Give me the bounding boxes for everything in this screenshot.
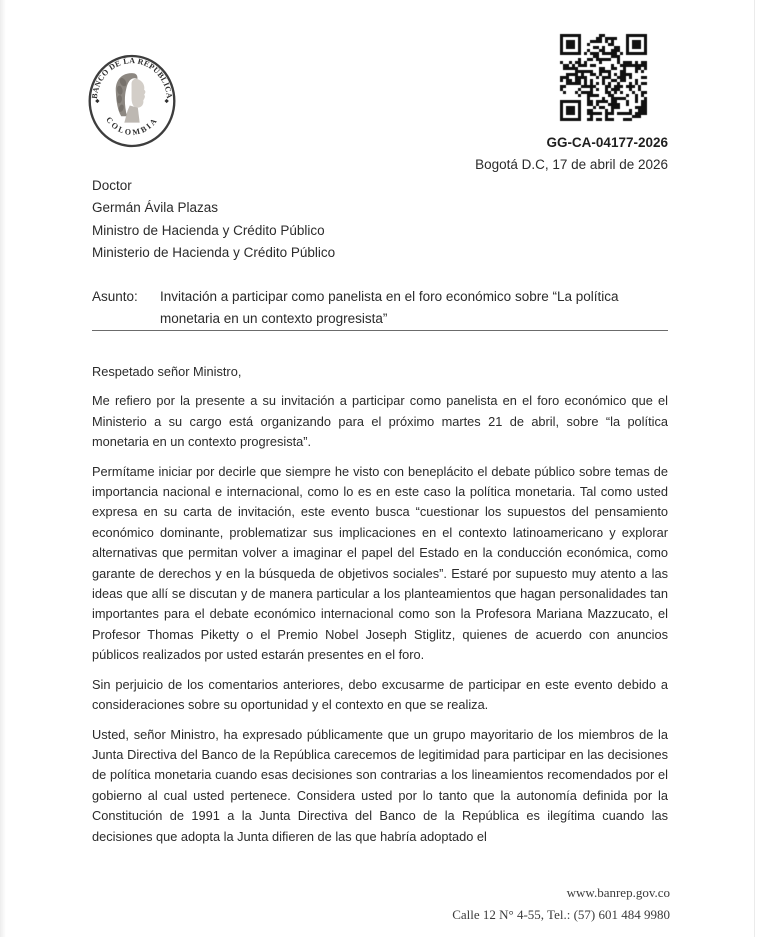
subject-divider	[92, 330, 668, 331]
subject-row	[92, 286, 665, 330]
recipient-entity: Ministerio de Hacienda y Crédito Público	[92, 244, 336, 260]
page-right-edge	[754, 0, 755, 937]
page-left-edge	[0, 0, 6, 937]
salutation: Respetado señor Ministro,	[92, 364, 242, 379]
qr-code	[554, 28, 653, 127]
reference-block	[475, 132, 668, 176]
footer-website: www.banrep.gov.co	[566, 885, 670, 900]
banco-republica-seal-icon	[87, 53, 177, 149]
body-paragraph: Me refiero por la presente a su invitación a participar como panelista en el foro económico que el Ministerio a su cargo está organizando para el próximo martes 21 de abril, sobre “la política monetaria en un contexto progresista”.	[92, 393, 668, 450]
reference-number: GG-CA-04177-2026	[546, 135, 668, 150]
date-line: Bogotá D.C, 17 de abril de 2026	[475, 157, 668, 172]
recipient-name: Germán Ávila Plazas	[92, 200, 219, 216]
body-paragraph: Permítame iniciar por decirle que siempre he visto con beneplácito el debate público sobre temas de importancia nacional e internacional, como lo es en este caso la política monetaria. Tal como usted expresa en su carta de invitación, este evento busca “cuestionar los supuestos del pensamiento económico dominante, problematizar sus implicaciones en el contexto latinoamericano y explorar alternativas que permitan volver a imaginar el papel del Estado en la conducción económica, como garante de derechos y en la búsqueda de objetivos sociales”. Estaré por supuesto muy atento a las ideas que allí se discutan y de manera particular a los planteamientos que hagan personalidades tan importantes para el debate económico internacional como son la Profesora Mariana Mazzucato, el Profesor Thomas Piketty o el Premio Nobel Joseph Stiglitz, quienes de acuerdo con anuncios públicos realizados por usted estarán presentes en el foro.	[92, 463, 668, 663]
seal-top-arc-text: BANCO DE LA REPÚBLICA	[89, 56, 175, 100]
body-paragraph: Sin perjuicio de los comentarios anteriores, debo excusarme de participar en este evento debido a consideraciones sobre su oportunidad y el contexto en que se realiza.	[92, 676, 668, 713]
recipient-title: Doctor	[92, 178, 132, 193]
letter-body	[92, 362, 668, 872]
recipient-block	[92, 175, 335, 264]
recipient-position: Ministro de Hacienda y Crédito Público	[92, 222, 325, 238]
subject-text: Invitación a participar como panelista en el foro económico sobre “La política monetaria en un contexto progresista”	[160, 289, 619, 326]
page-footer	[452, 882, 670, 926]
body-paragraph: Usted, señor Ministro, ha expresado públicamente que un grupo mayoritario de los miembros de la Junta Directiva del Banco de la República carecemos de legitimidad para participar en las decisiones de política monetaria cuando esas decisiones son contrarias a los lineamientos recomendados por el gobierno al cual usted pertenece. Considera usted por lo tanto que la autonomía definida por la Constitución de 1991 a la Junta Directiva del Banco de la República es ilegítima cuando las decisiones que adopta la Junta difieren de las que habría adoptado el	[92, 726, 668, 844]
footer-address-phone: Calle 12 N° 4-55, Tel.: (57) 601 484 9980	[452, 907, 670, 922]
seal-bottom-arc-text: COLOMBIA	[104, 115, 160, 138]
subject-label: Asunto:	[92, 289, 138, 304]
